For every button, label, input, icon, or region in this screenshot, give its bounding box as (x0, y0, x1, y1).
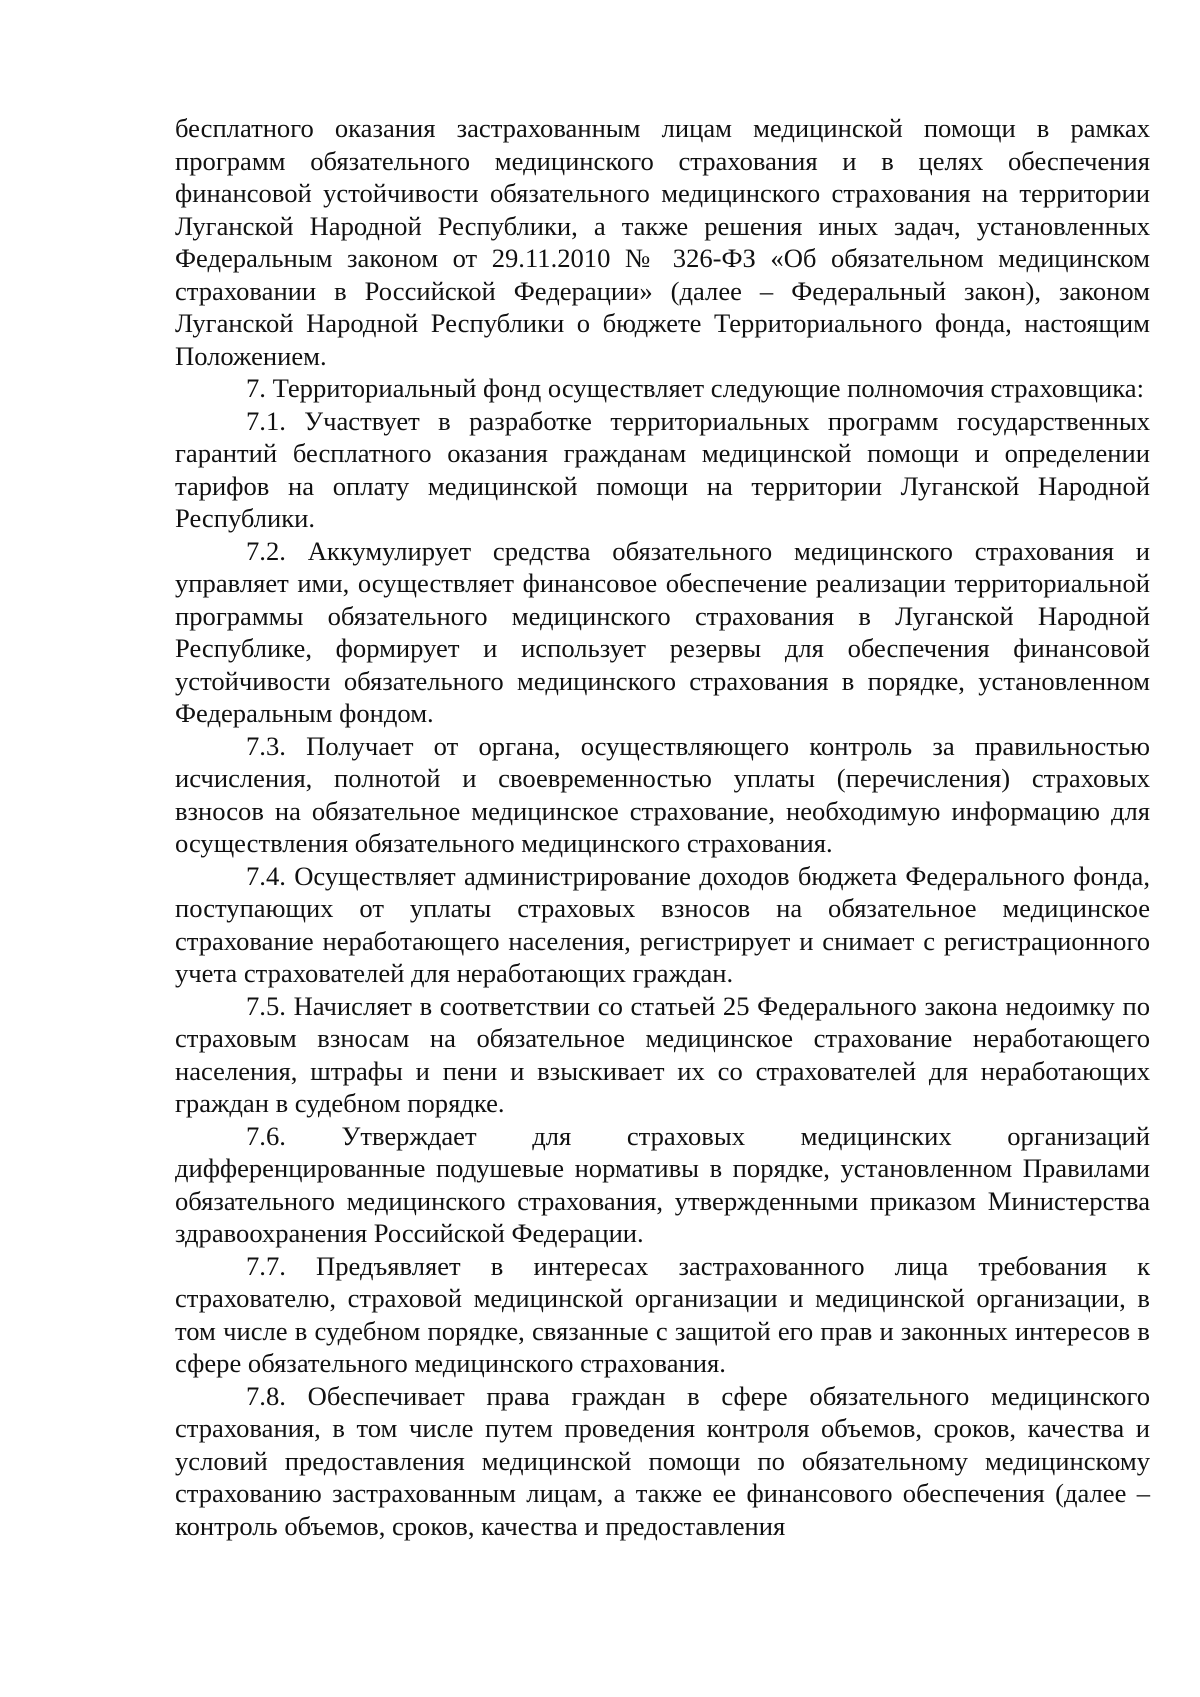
paragraph-7-6 (175, 1120, 1150, 1250)
paragraph-7-5 (175, 990, 1150, 1120)
paragraph-number: 7.6. (246, 1120, 286, 1151)
paragraph-number: 7. (246, 373, 266, 403)
document-body (175, 112, 1150, 1542)
paragraph-7-3 (175, 730, 1150, 860)
paragraph-number: 7.5. (246, 990, 286, 1021)
paragraph-text: Обеспечивает права граждан в сфере обязательного медицинского страхования, в том числе путем проведения контроля объемов, сроков, качества и условий предоставления медицинской помощи по обязательному медицинскому страхованию застрахованным лицам, а также ее финансового обеспечения (далее – контроль объемов, сроков, качества и предоставления (175, 1380, 1151, 1541)
paragraph-text: Предъявляет в интересах застрахованного лица требования к страхователю, страховой медицинской организации и медицинской организации, в том числе в судебном порядке, связанные с защитой его прав и законных интересов в сфере обязательного медицинского страхования. (175, 1250, 1150, 1378)
paragraph-text: Начисляет в соответствии со статьей 25 Федерального закона недоимку по страховым взносам на обязательное медицинское страхование неработающего населения, штрафы и пени и взыскивает их со страхователей для неработающих граждан в судебном порядке. (175, 990, 1150, 1118)
paragraph-text: Аккумулирует средства обязательного медицинского страхования и управляет ими, осуществляет финансовое обеспечение реализации территориальной программы обязательного медицинского страхования в Луганской Народной Республике, формирует и использует резервы для обеспечения финансовой устойчивости обязательного медицинского страхования в порядке, установленном Федеральным фондом. (175, 535, 1150, 728)
paragraph-number: 7.4. (246, 860, 286, 891)
paragraph-number: 7.7. (246, 1250, 286, 1281)
paragraph-text: Территориальный фонд осуществляет следующие полномочия страховщика: (272, 373, 1144, 403)
paragraph-text: Получает от органа, осуществляющего контроль за правильностью исчисления, полнотой и своевременностью уплаты (перечисления) страховых взносов на обязательное медицинское страхование, необходимую информацию для осуществления обязательного медицинского страхования. (175, 730, 1150, 858)
paragraph-number: 7.2. (246, 535, 286, 566)
paragraph-continuation (175, 112, 1150, 372)
paragraph-7-4 (175, 860, 1150, 990)
paragraph-number: 7.3. (246, 730, 286, 761)
paragraph-7 (175, 372, 1150, 405)
paragraph-text: Участвует в разработке территориальных программ государственных гарантий бесплатного оказания гражданам медицинской помощи и определении тарифов на оплату медицинской помощи на территории Луганской Народной Республики. (175, 405, 1150, 533)
paragraph-7-2 (175, 535, 1150, 730)
paragraph-text: бесплатного оказания застрахованным лицам медицинской помощи в рамках программ обязательного медицинского страхования и в целях обеспечения финансовой устойчивости обязательного медицинского страхования на территории Луганской Народной Республики, а также решения иных задач, установленных Федеральным законом от 29.11.2010 № 326-ФЗ «Об обязательном медицинском страховании в Российской Федерации» (далее – Федеральный закон), законом Луганской Народной Республики о бюджете Территориального фонда, настоящим Положением. (175, 113, 1150, 371)
paragraph-7-8 (175, 1380, 1150, 1543)
paragraph-number: 7.1. (246, 405, 286, 436)
paragraph-text: Осуществляет администрирование доходов бюджета Федерального фонда, поступающих от уплаты страховых взносов на обязательное медицинское страхование неработающего населения, регистрирует и снимает с регистрационного учета страхователей для неработающих граждан. (175, 860, 1150, 988)
paragraph-text: Утверждает для страховых медицинских организаций дифференцированные подушевые нормативы в порядке, установленном Правилами обязательного медицинского страхования, утвержденными приказом Министерства здравоохранения Российской Федерации. (175, 1120, 1150, 1248)
paragraph-7-1 (175, 405, 1150, 535)
paragraph-number: 7.8. (246, 1380, 286, 1411)
paragraph-7-7 (175, 1250, 1150, 1380)
